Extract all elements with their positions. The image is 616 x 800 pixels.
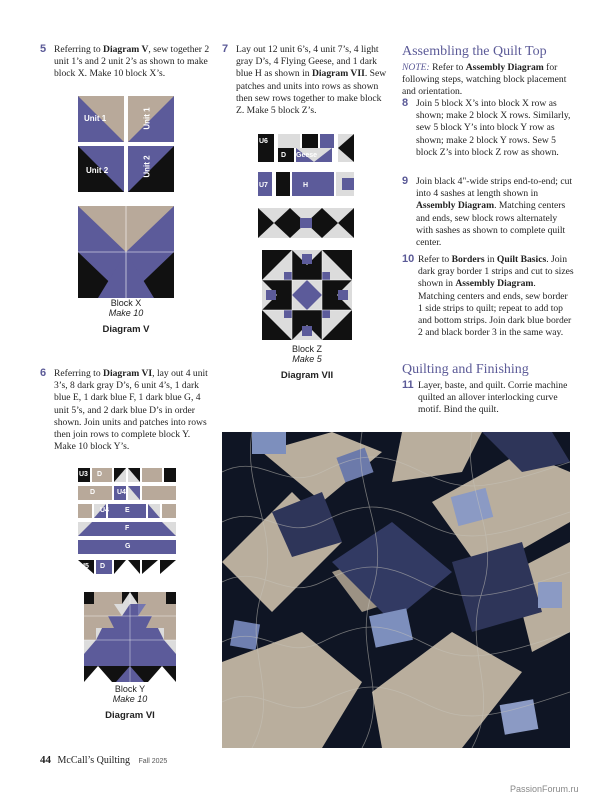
block-z-drawing (262, 250, 352, 340)
step-number: 11 (402, 379, 414, 391)
vii-label-h: H (303, 182, 309, 189)
quilt-photo-drawing (222, 432, 570, 748)
step-number: 5 (40, 43, 47, 55)
diagram-vi-rows (78, 468, 176, 580)
page-number: 44 (40, 754, 51, 766)
vi-label-f: F (125, 525, 130, 532)
unit2-label-rotated: Unit 2 (142, 155, 152, 178)
step-5 (40, 44, 212, 81)
vi-label-u3: U3 (79, 471, 88, 478)
step-8 (402, 98, 574, 159)
step-number: 7 (222, 43, 229, 55)
assembling-note: NOTE: Refer to Assembly Diagram for following steps, watching block placement and orientation. (402, 62, 567, 98)
block-x-label: Block X (110, 298, 142, 308)
diagram-vii-title: Diagram VII (280, 370, 334, 381)
step-6 (40, 368, 212, 453)
block-x-make: Make 10 (108, 308, 144, 318)
step-text: Referring to Diagram VI, lay out 4 unit 3’s, 8 dark gray D’s, 6 unit 4’s, 1 dark blue E, 1 dark blue F, 1 dark blue G, 4 unit 5’s, and 2 dark blue D’s in order shown. Join units and patches into rows then join rows to complete block Y. Make 10 block Y’s. (54, 368, 208, 453)
quilting-heading: Quilting and Finishing (402, 362, 529, 377)
step-10 (402, 254, 574, 339)
step-9 (402, 176, 574, 249)
step-text: Referring to Diagram V, sew together 2 unit 1’s and 2 unit 2’s as shown to make block X. Make 10 block X’s. (54, 44, 210, 80)
vi-label-u5: U5 (80, 563, 89, 570)
step-number: 8 (402, 97, 409, 109)
vi-label-u4: U4 (117, 489, 126, 496)
block-y-caption (84, 684, 176, 704)
unit2-label: Unit 2 (86, 166, 109, 175)
step-number: 6 (40, 367, 47, 379)
step-text: Join black 4"-wide strips end-to-end; cut into 4 sashes at length shown in Assembly Diagram. Matching centers and ends, sew block rows alternately with sashes as shown to complete quilt center. (416, 176, 573, 249)
block-y-drawing (84, 592, 176, 682)
magazine-name: McCall’s Quilting (57, 755, 130, 766)
watermark: PassionForum.ru (510, 784, 579, 794)
vi-label-u4b: U4 (100, 507, 109, 514)
diagram-v-title: Diagram V (102, 324, 150, 335)
step-text: Lay out 12 unit 6’s, 4 unit 7’s, 4 light gray D’s, 4 Flying Geese, and 1 dark blue H as shown in Diagram VII. Sew patches and units into rows as shown then sew rows together to make block Z. Make 5 block Z’s. (236, 44, 387, 117)
vii-label-u6: U6 (259, 138, 268, 145)
assembling-heading: Assembling the Quilt Top (402, 44, 547, 59)
block-y-make: Make 10 (112, 694, 148, 704)
vi-label-d2: D (90, 489, 96, 496)
unit1-label: Unit 1 (84, 114, 107, 123)
step-text: Layer, baste, and quilt. Corrie machine quilted an allover interlocking curve motif. Bind the quilt. (418, 380, 568, 416)
step-text: Refer to Borders in Quilt Basics. Join dark gray border 1 strips and cut to sizes shown in Assembly Diagram. Matching centers and ends, sew border 1 side strips to quilt; repeat to add top and bottom strips. Join dark blue border 2 and black border 3 in the same way. (418, 254, 574, 339)
step-7 (222, 44, 392, 117)
vi-label-e: E (125, 507, 130, 514)
vi-label-d3: D (100, 563, 106, 570)
page-footer (40, 754, 167, 766)
block-z-caption (262, 344, 352, 364)
block-x-drawing (78, 206, 174, 298)
step-text: Join 5 block X’s into block X row as shown; make 2 block X rows. Similarly, sew 5 block Y’s into block Y row as shown; make 2 block Y rows. Sew 5 block Z’s into block Z row as shown. (416, 98, 571, 158)
issue-label: Fall 2025 (138, 758, 168, 765)
block-x-caption (78, 298, 174, 318)
vi-label-d: D (97, 471, 103, 478)
block-z-make: Make 5 (292, 354, 322, 364)
diagram-v-units (78, 96, 174, 192)
vii-label-geese: Geese (296, 152, 318, 159)
vi-label-g: G (125, 543, 131, 550)
quilt-photo (222, 432, 570, 748)
step-number: 10 (402, 253, 415, 265)
step-number: 9 (402, 175, 409, 187)
diagram-vi-title: Diagram VI (105, 710, 155, 721)
block-z-label: Block Z (291, 344, 322, 354)
step-11 (402, 380, 574, 417)
unit1-label-rotated: Unit 1 (142, 107, 152, 130)
block-y-label: Block Y (114, 684, 146, 694)
vii-label-u7: U7 (259, 182, 268, 189)
vii-label-d: D (281, 152, 287, 159)
